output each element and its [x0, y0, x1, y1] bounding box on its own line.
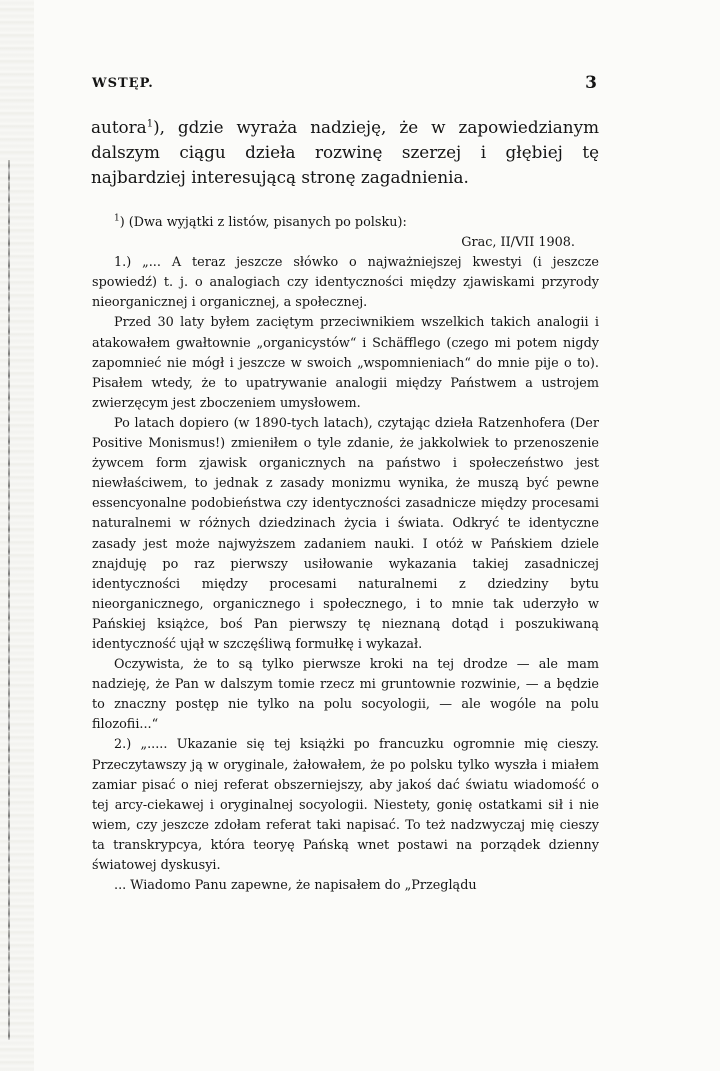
letter-paragraph: 1.) „... A teraz jeszcze słówko o najważniejszej kwestyi (i jeszcze spowiedź) t. j. o analogiach czy identyczności między zjawiskami przyrody nieorganicznej i organicznej, a społecznej.: [92, 255, 599, 311]
footnote-reference: 1: [146, 118, 154, 130]
letter-paragraph: Po latach dopiero (w 1890-tych latach), czytając dzieła Ratzenhofera (Der Positive Monismus!) zmieniłem o tyle zdanie, że jakkolwiek to przenoszenie żywcem form zjawisk organicznych na państwo i społeczeństwo jest niewłaściwem, to jednak z zasady monizmu wynika, że muszą być pewne essencyonalne podobieństwa czy identyczności zasadnicze między procesami naturalnemi w różnych dziedzinach życia i świata. Odkryć te identyczne zasady jest może najwyższem zadaniem nauki. I otóż w Pańskiem dziele znajduję po raz pierwszy usiłowanie wykazania takiej zasadniczej identyczności między procesami naturalnemi z dziedziny bytu nieorganicznego, organicznego i społecznego, i to mnie tak uderzyło w Pańskiej książce, boś Pan pierwszy tę nieznaną dotąd i poszukiwaną identyczność ujął w szczęśliwą formułkę i wykazał.: [92, 415, 599, 652]
footnote-intro-text: ) (Dwa wyjątki z listów, pisanych po polsku):: [119, 215, 407, 230]
letter-paragraph: ... Wiadomo Panu zapewne, że napisałem do „Przeglądu: [114, 878, 477, 894]
footnote-block: [92, 213, 599, 896]
main-text-paragraph: [91, 115, 599, 190]
main-text-start: autora: [91, 117, 147, 137]
footnote-marker: 1: [114, 213, 120, 224]
letter-paragraph: Oczywista, że to są tylko pierwsze kroki na tej drodze — ale mam nadzieję, że Pan w dalszym tomie rzecz mi gruntownie rozwinie, — a będzie to znaczny postęp nie tylko na polu socyologii, — ale wogóle na polu filozofii...“: [92, 657, 599, 733]
main-text-rest: ), gdzie wyraża nadzieję, że w zapowiedzianym dalszym ciągu dzieła rozwinę szerzej i głębiej tę najbardziej interesującą stronę zagadnienia.: [91, 117, 599, 187]
running-head: [92, 73, 598, 95]
letter-place-date: Grac, II/VII 1908.: [461, 235, 575, 251]
letter-paragraph: Przed 30 laty byłem zaciętym przeciwnikiem wszelkich takich analogii i atakowałem gwałtownie „organicystów“ i Schäfflego (czego mi potem nigdy zapomnieć nie mógł i jeszcze w swoich „wspomnieniach“ do mnie pije o to). Pisałem wtedy, że to upatrywanie analogii między Państwem a ustrojem zwierzęcym jest zboczeniem umysłowem.: [92, 315, 599, 411]
footnote-intro: [92, 213, 599, 233]
running-head-title: WSTĘP.: [92, 76, 154, 91]
scan-edge-shading: [0, 0, 34, 1071]
scan-binding-line: [8, 160, 10, 1040]
letter-paragraph: 2.) „..... Ukazanie się tej książki po francuzku ogromnie mię cieszy. Przeczytawszy ją w oryginale, żałowałem, że po polsku tylko wyszła i miałem zamiar pisać o niej referat obszerniejszy, aby jakoś dać światu wiadomość o tej arcy-ciekawej i oryginalnej socyologii. Niestety, gonię ostatkami sił i nie wiem, czy jeszcze zdołam referat taki napisać. To też nadzwyczaj mię cieszy ta transkrypcya, która teoryę Pańską wnet postawi na porządek dzienny światowej dyskusyi.: [92, 737, 599, 873]
page-number: 3: [585, 73, 598, 93]
